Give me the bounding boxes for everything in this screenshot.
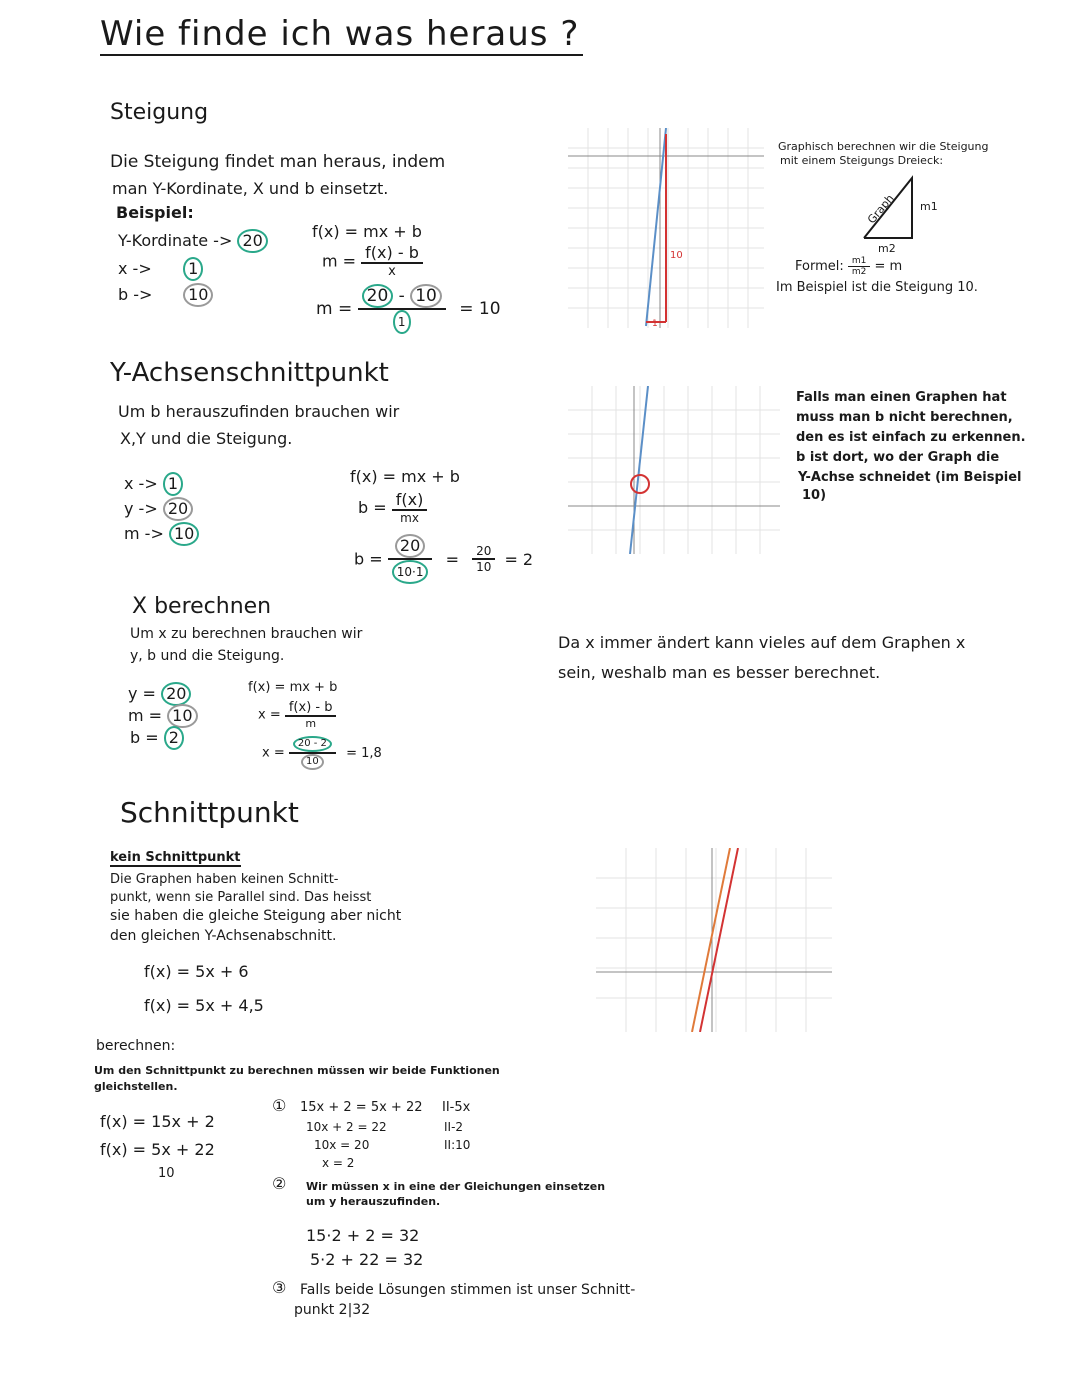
achsenabschnitt-note-6: 10) [802, 488, 827, 503]
achsenabschnitt-y-row: y -> 20 [124, 497, 193, 521]
achsenabschnitt-intro-1: Um b herauszufinden brauchen wir [118, 402, 400, 421]
schnittpunkt-graph-line-1 [692, 848, 730, 1032]
achsenabschnitt-y-value: 20 [163, 497, 193, 521]
steigung-graph-label-1: 1 [652, 319, 658, 328]
schnittpunkt-kein-1: Die Graphen haben keinen Schnitt- [110, 872, 339, 887]
schnittpunkt-heading: Schnittpunkt [120, 796, 299, 829]
x-berechnen-formula-x: x = $\frac{f(x) - b}{m}$ [258, 700, 336, 730]
steigung-formula-f: f(x) = mx + b [312, 222, 422, 241]
steigung-graph [568, 128, 764, 328]
schnittpunkt-berechnen-2: gleichstellen. [94, 1080, 178, 1093]
schnittpunkt-step1-op1: II-5x [442, 1100, 471, 1115]
achsenabschnitt-m-row: m -> 10 [124, 522, 199, 546]
schnittpunkt-g-under: 10 [158, 1166, 175, 1181]
schnittpunkt-berechnen-1: Um den Schnittpunkt zu berechnen müssen wir beide Funktionen [94, 1064, 500, 1077]
x-berechnen-b-row: b = 2 [130, 726, 184, 750]
steigungs-dreieck [850, 166, 960, 256]
schnittpunkt-step2-2: um y herauszufinden. [306, 1195, 441, 1208]
x-berechnen-m-row: m = 10 [128, 704, 198, 728]
achsenabschnitt-formula-f: f(x) = mx + b [350, 467, 460, 486]
page-title: Wie finde ich was heraus ? [100, 14, 583, 54]
achsenabschnitt-note-1: Falls man einen Graphen hat [796, 390, 1007, 405]
schnittpunkt-kein-4: den gleichen Y-Achsenabschnitt. [110, 928, 337, 944]
steigung-graph-note-2: mit einem Steigungs Dreieck: [780, 154, 944, 167]
schnittpunkt-sub-heading: kein Schnittpunkt [110, 850, 241, 865]
achsenabschnitt-heading: Y-Achsenschnittpunkt [110, 358, 389, 388]
schnittpunkt-step2-1: Wir müssen x in eine der Gleichungen einsetzen [306, 1180, 606, 1193]
x-berechnen-intro-2: y, b und die Steigung. [130, 648, 285, 664]
schnittpunkt-graph-line-2 [700, 848, 738, 1032]
steigung-x-row: x -> 1 [118, 257, 203, 281]
achsenabschnitt-note-5: Y-Achse schneidet (im Beispiel [798, 470, 1022, 485]
schnittpunkt-f2: f(x) = 5x + 4,5 [144, 996, 264, 1015]
steigung-b-row: b -> 10 [118, 283, 213, 307]
steigung-x-value: 1 [183, 257, 203, 281]
schnittpunkt-step1-op3: II:10 [444, 1138, 471, 1152]
achsenabschnitt-graph [568, 386, 780, 554]
schnittpunkt-kein-3: sie haben die gleiche Steigung aber nicht [110, 908, 402, 924]
steigung-beispiel: Beispiel: [116, 203, 194, 222]
steigung-heading: Steigung [110, 100, 209, 125]
schnittpunkt-kein-2: punkt, wenn sie Parallel sind. Das heisst [110, 890, 372, 905]
schnittpunkt-step1-num: ① [272, 1096, 287, 1115]
steigung-graph-svg [568, 128, 764, 328]
schnittpunkt-berechnen-label: berechnen: [96, 1038, 176, 1054]
x-berechnen-y-value: 20 [161, 682, 191, 706]
steigung-yk-value: 20 [237, 229, 267, 253]
schnittpunkt-step2-num: ② [272, 1174, 287, 1193]
x-berechnen-y-row: y = 20 [128, 682, 191, 706]
schnittpunkt-step1-l1: 15x + 2 = 5x + 22 [300, 1100, 423, 1115]
x-berechnen-intro-1: Um x zu berechnen brauchen wir [130, 626, 363, 642]
x-berechnen-m-value: 10 [167, 704, 197, 728]
schnittpunkt-g2: f(x) = 5x + 22 [100, 1140, 215, 1159]
achsenabschnitt-calc: b = $\frac{20}{10\cdot 1}$ = $\frac{20}{10}$ = 2 [354, 534, 533, 584]
achsenabschnitt-note-3: den es ist einfach zu erkennen. [796, 430, 1026, 445]
dreieck-m1-label: m1 [920, 200, 938, 213]
achsenabschnitt-x-row: x -> 1 [124, 472, 183, 496]
achsenabschnitt-formula-b: b = $\frac{f(x)}{mx}$ [358, 490, 427, 525]
x-berechnen-heading: X berechnen [132, 594, 272, 619]
achsenabschnitt-note-4: b ist dort, wo der Graph die [796, 450, 1000, 465]
steigung-beispiel-note: Im Beispiel ist die Steigung 10. [776, 280, 978, 295]
schnittpunkt-step1-l2: 10x + 2 = 22 [306, 1120, 387, 1134]
steigung-calc: m = $\frac{20 - 10}{1}$ = 10 [316, 284, 501, 334]
schnittpunkt-graph-svg [596, 848, 832, 1032]
schnittpunkt-step3-1: Falls beide Lösungen stimmen ist unser Schnitt- [300, 1282, 636, 1298]
achsenabschnitt-graph-svg [568, 386, 780, 554]
steigung-intro-1: Die Steigung findet man heraus, indem [110, 152, 446, 172]
dreieck-graph-label: Graph [864, 191, 897, 227]
dreieck-m2-label: m2 [878, 242, 896, 255]
x-berechnen-calc: x = $\frac{20 - 2}{10}$ = 1,8 [262, 736, 382, 770]
x-berechnen-b-value: 2 [164, 726, 184, 750]
achsenabschnitt-intro-2: X,Y und die Steigung. [120, 429, 293, 448]
schnittpunkt-step1-op2: II-2 [444, 1120, 464, 1134]
achsenabschnitt-note-2: muss man b nicht berechnen, [796, 410, 1013, 425]
schnittpunkt-graph [596, 848, 832, 1032]
steigung-formula-m: m = $\frac{f(x) - b}{x}$ [322, 243, 423, 279]
steigung-formel: Formel: $\frac{m1}{m2}$ = m [795, 256, 903, 277]
schnittpunkt-step3-num: ③ [272, 1278, 287, 1297]
achsenabschnitt-graph-line [630, 386, 648, 554]
steigung-graph-label-10: 10 [670, 250, 683, 261]
steigung-graph-line [646, 128, 666, 326]
schnittpunkt-step1-l3: 10x = 20 [314, 1138, 370, 1152]
schnittpunkt-step2-c1: 15·2 + 2 = 32 [306, 1226, 420, 1245]
steigung-yk-row: Y-Kordinate -> 20 [118, 229, 268, 253]
achsenabschnitt-x-value: 1 [163, 472, 183, 496]
schnittpunkt-g1: f(x) = 15x + 2 [100, 1112, 215, 1131]
steigung-b-value: 10 [183, 283, 213, 307]
schnittpunkt-step1-l4: x = 2 [322, 1156, 355, 1170]
x-berechnen-formula-f: f(x) = mx + b [248, 680, 338, 695]
steigung-intro-2: man Y-Kordinate, X und b einsetzt. [112, 179, 389, 198]
steigung-graph-note-1: Graphisch berechnen wir die Steigung [778, 140, 989, 153]
schnittpunkt-step3-2: punkt 2|32 [294, 1302, 371, 1318]
achsenabschnitt-m-value: 10 [169, 522, 199, 546]
schnittpunkt-f1: f(x) = 5x + 6 [144, 962, 249, 981]
x-berechnen-note: Da x immer ändert kann vieles auf dem Graphen x sein, weshalb man es besser berechnet. [558, 633, 966, 682]
schnittpunkt-step2-c2: 5·2 + 22 = 32 [310, 1250, 424, 1269]
